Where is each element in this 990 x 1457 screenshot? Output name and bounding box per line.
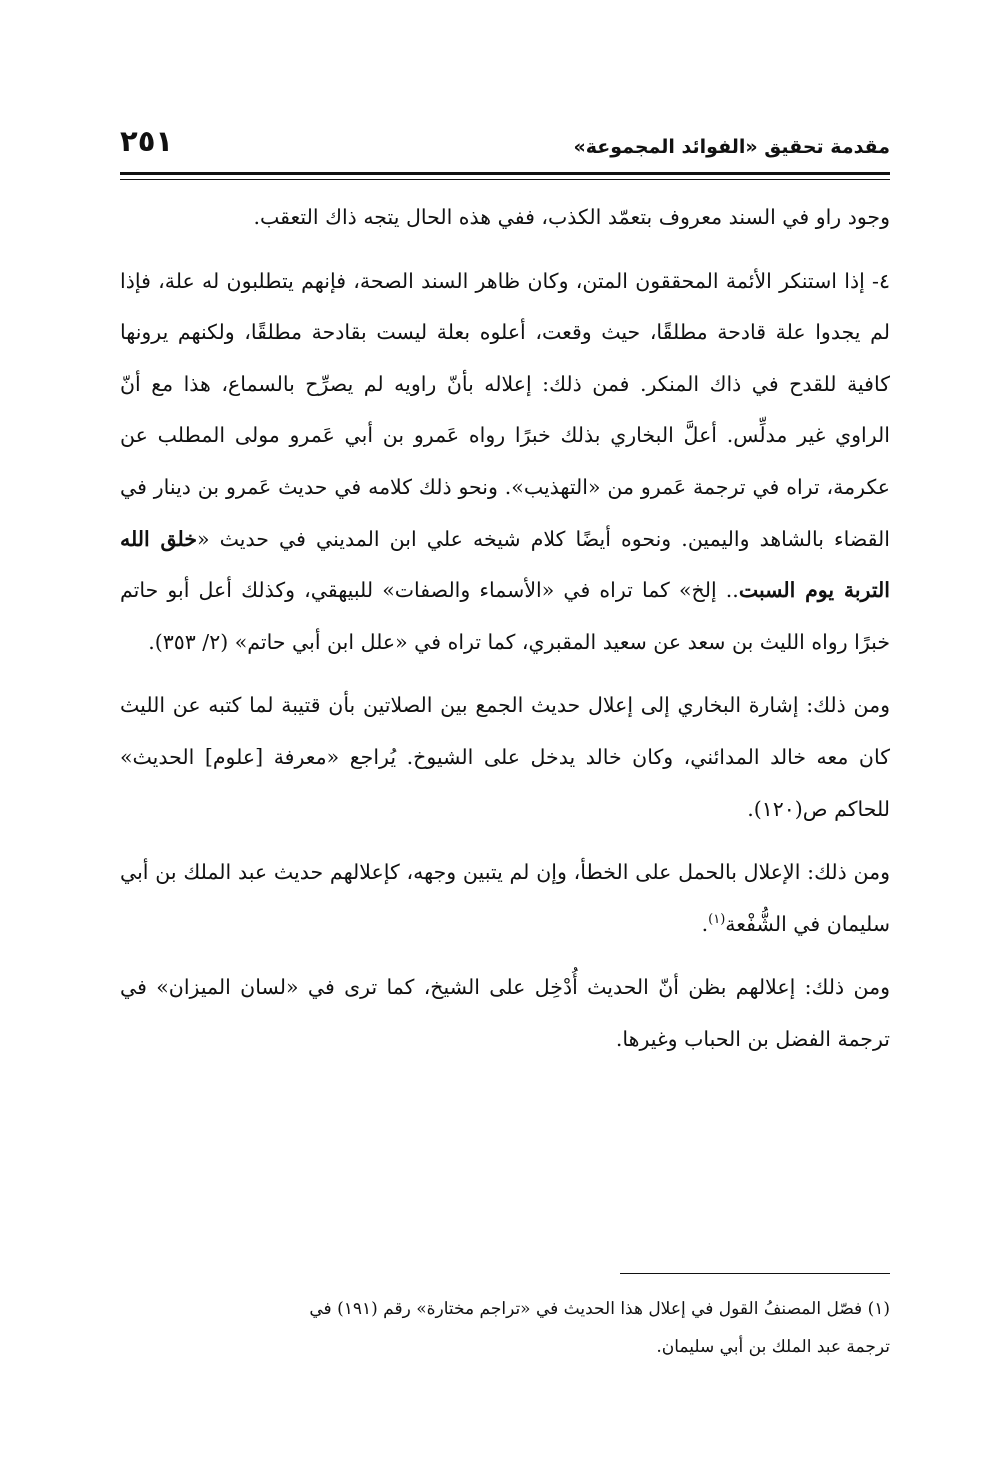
footnote-line-2: ترجمة عبد الملك بن أبي سليمان. bbox=[656, 1337, 890, 1357]
paragraph-2-part-1: ٤- إذا استنكر الأئمة المحققون المتن، وكان ظاهر السند الصحة، فإنهم يتطلبون له علة، فإذا لم يجدوا علة قادحة مطلقًا، حيث وقعت، أعلوه بعلة ليست بقادحة مطلقًا، ولكنهم يرونها كافية للقدح في ذاك المنكر. فمن ذلك: إعلاله بأنّ راويه لم يصرِّح بالسماع، هذا مع أنّ الراوي غير مدلِّس. أعلَّ البخاري بذلك خبرًا رواه عَمرو بن أبي عَمرو مولى المطلب عن عكرمة، تراه في ترجمة عَمرو من «التهذيب». ونحو ذلك كلامه في حديث عَمرو بن دينار في القضاء بالشاهد واليمين. ونحوه أيضًا كلام شيخه علي ابن المديني في حديث « bbox=[120, 268, 890, 551]
paragraph-1: وجود راو في السند معروف بتعمّد الكذب، ففي هذه الحال يتجه ذاك التعقب. bbox=[253, 205, 890, 229]
paragraph-4-text: ومن ذلك: الإعلال بالحمل على الخطأ، وإن لم يتبين وجهه، كإعلالهم حديث عبد الملك بن أبي سليمان في الشُّفْعة bbox=[120, 860, 890, 936]
paragraph-4 bbox=[120, 847, 890, 950]
header-rule-thin bbox=[120, 179, 890, 180]
paragraph-2 bbox=[120, 256, 890, 669]
running-title: مقدمة تحقيق «الفوائد المجموعة» bbox=[573, 136, 890, 158]
page-number: ٢٥١ bbox=[120, 124, 174, 158]
page-header bbox=[120, 118, 890, 174]
paragraph-4-end: . bbox=[701, 911, 709, 936]
footnote bbox=[120, 1290, 890, 1366]
hadith-quote-bold: خلق الله التربة يوم السبت bbox=[120, 526, 890, 603]
paragraph-3: ومن ذلك: إشارة البخاري إلى إعلال حديث الجمع بين الصلاتين بأن قتيبة لما كتبه عن الليث كان معه خالد المدائني، وكان خالد يدخل على الشيوخ. يُراجع «معرفة [علوم] الحديث» للحاكم ص(١٢٠). bbox=[120, 693, 890, 821]
main-text bbox=[120, 192, 890, 1078]
paragraph-2-part-2: .. إلخ» كما تراه في «الأسماء والصفات» للبيهقي، وكذلك أعل أبو حاتم خبرًا رواه الليث بن سعد عن سعيد المقبري، كما تراه في «علل ابن أبي حاتم» (٢/ ٣٥٣). bbox=[120, 578, 890, 654]
header-rule-thick bbox=[120, 172, 890, 175]
footnote-reference[interactable]: (١) bbox=[708, 911, 726, 927]
paragraph-5: ومن ذلك: إعلالهم بظن أنّ الحديث أُدْخِل على الشيخ، كما ترى في «لسان الميزان» في ترجمة الفضل بن الحباب وغيرها. bbox=[120, 975, 890, 1051]
footnote-line-1: (١) فصّل المصنفُ القول في إعلال هذا الحديث في «تراجم مختارة» رقم (١٩١) في bbox=[309, 1299, 890, 1319]
footnote-separator bbox=[620, 1273, 890, 1274]
